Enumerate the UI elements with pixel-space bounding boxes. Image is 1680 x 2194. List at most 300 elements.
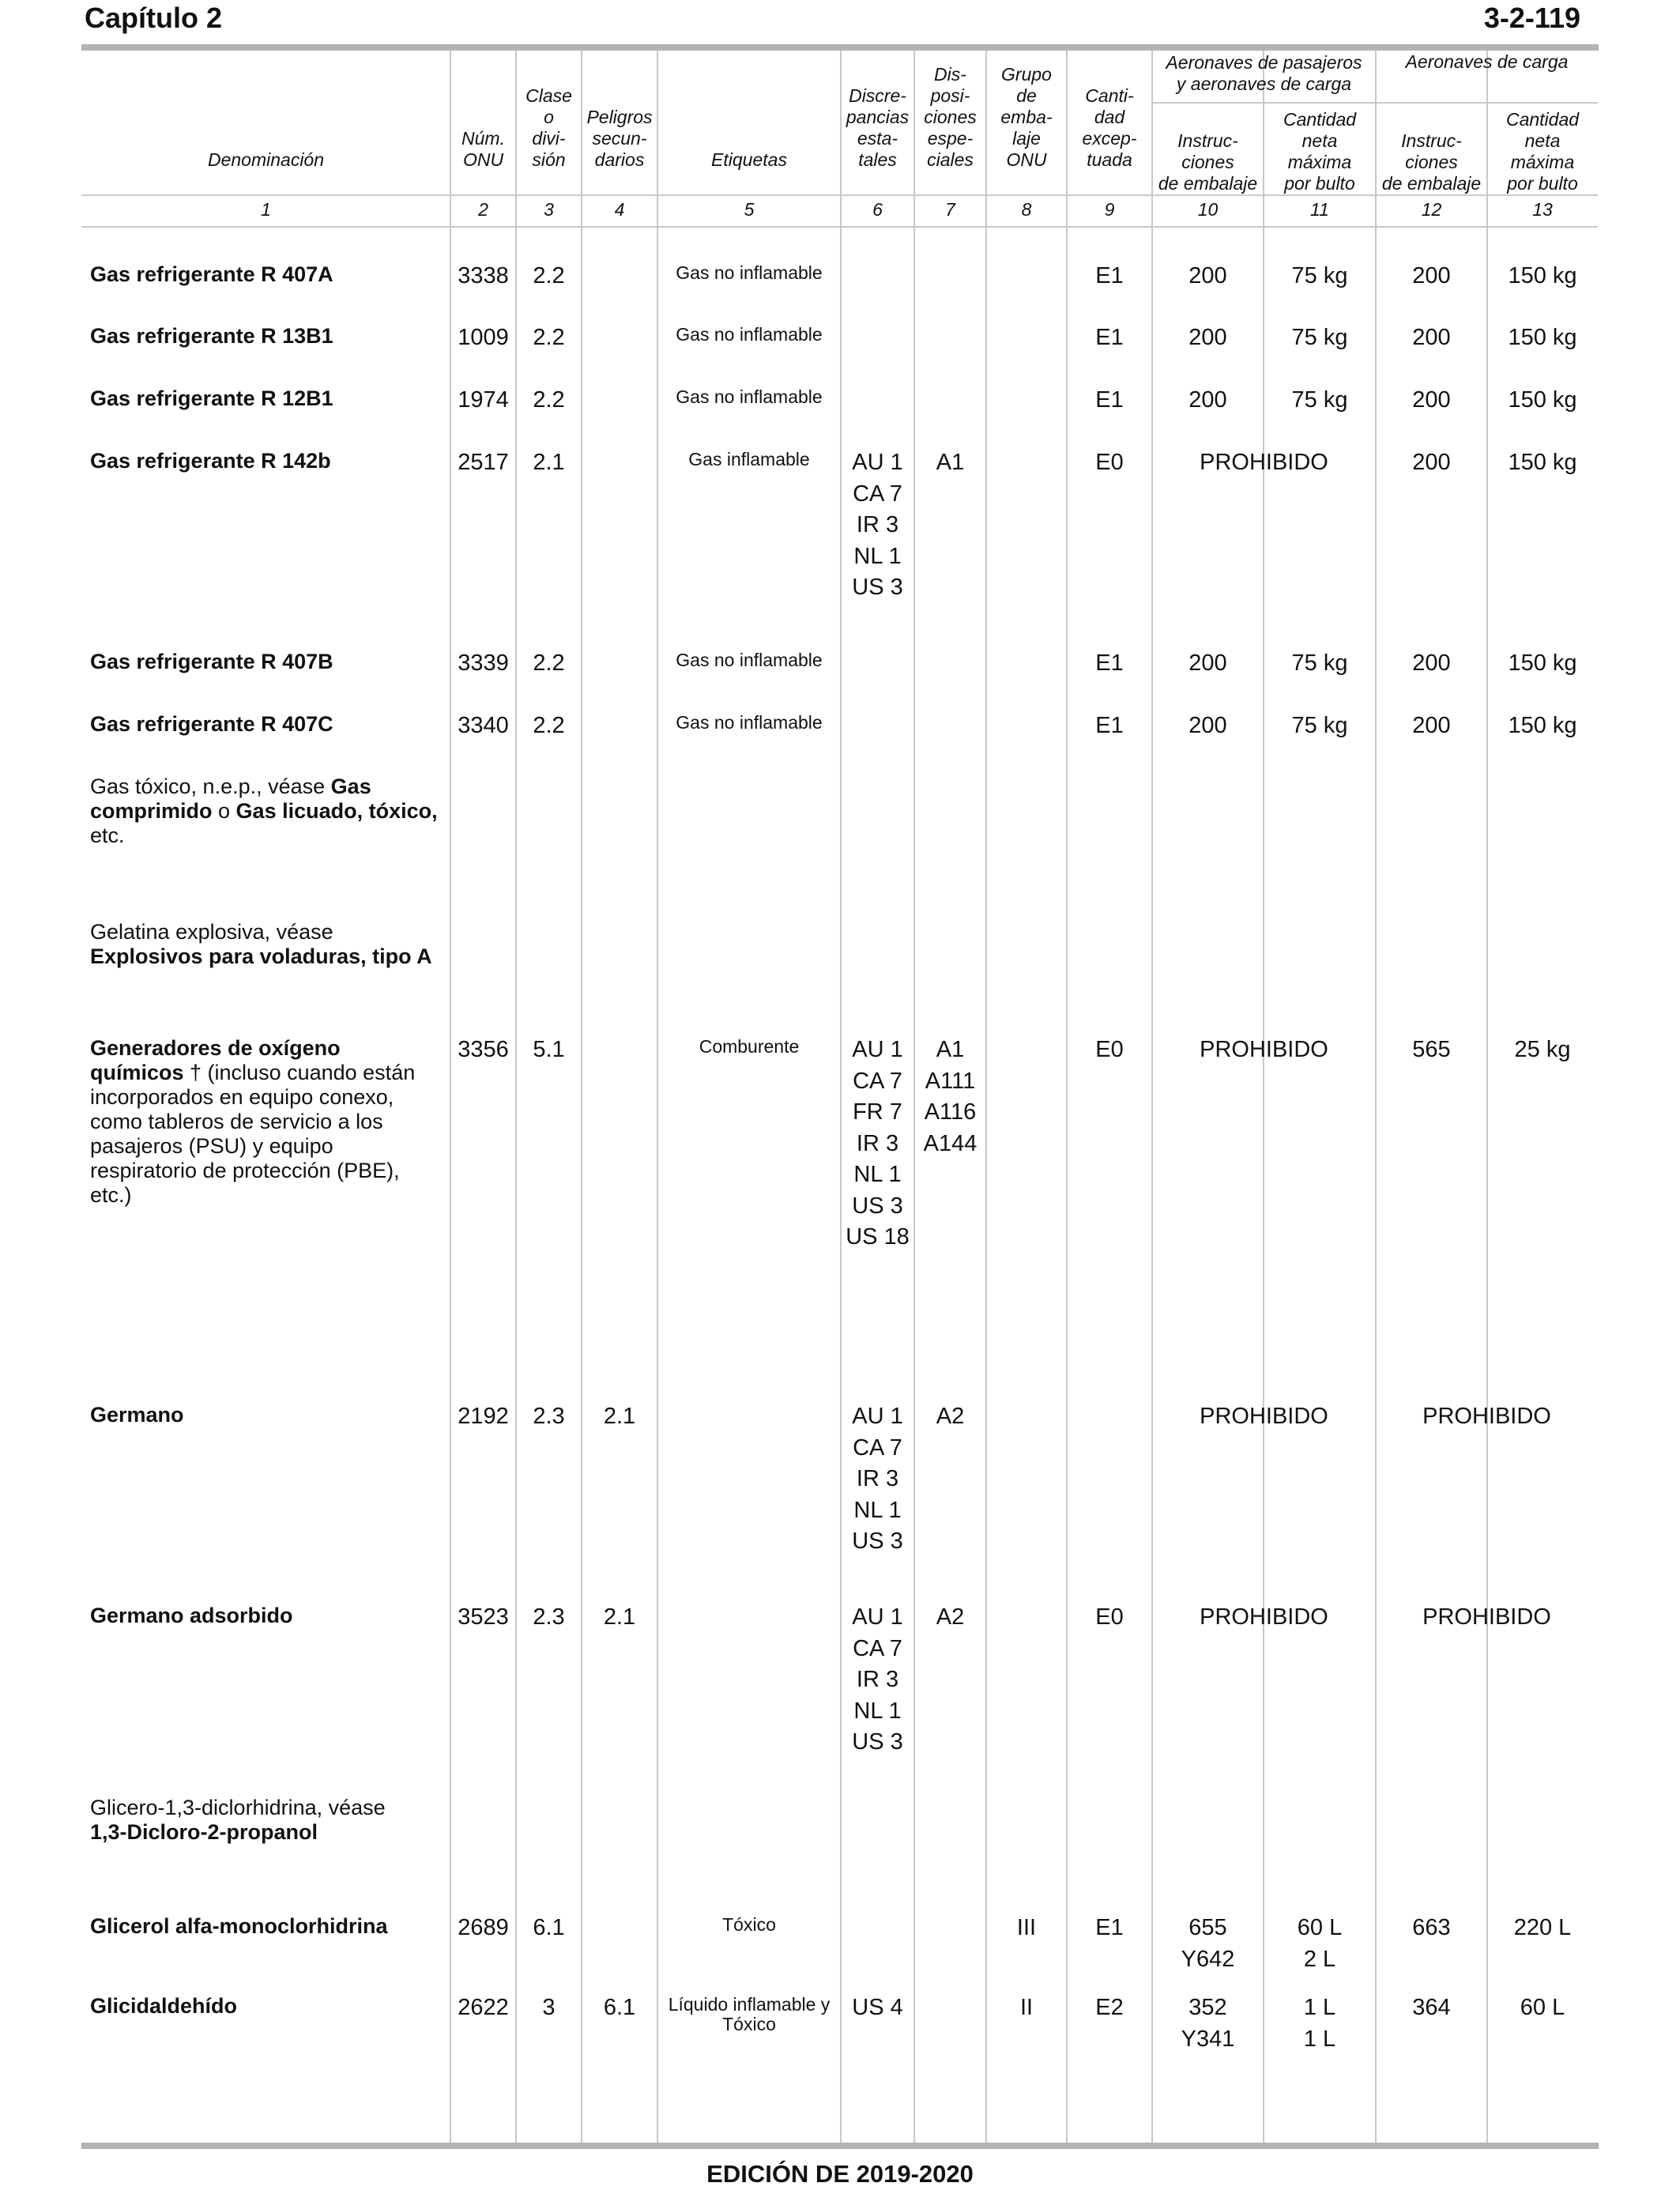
excepted-quantity	[1067, 648, 1152, 680]
cargo-packing-instruction	[1376, 447, 1487, 479]
column-divider	[1151, 51, 1153, 2143]
cargo-max-quantity	[1487, 648, 1598, 680]
entry-name: Gas refrigerante R 12B1	[90, 386, 333, 410]
un-number-value: 3338	[458, 263, 509, 288]
state-variations	[841, 1992, 914, 2024]
excepted-quantity	[1067, 385, 1152, 417]
cargo-packing-instruction	[1376, 711, 1487, 742]
header-num-onu	[450, 128, 516, 171]
header-instrucciones-carga-line: ciones	[1405, 152, 1458, 172]
excepted-quantity	[1067, 1992, 1152, 2024]
special-provisions	[914, 1035, 986, 1159]
entry-name: Generadores de oxígeno químicos † (incluso cuando están incorporados en equipo conexo, como tableros de servicio a los pasajeros (PSU) y equipo respiratorio de protección (PBE), etc.)	[90, 1036, 416, 1207]
class-division	[516, 1035, 582, 1066]
cargo-max-quantity	[1487, 322, 1598, 354]
column-number-rule	[81, 226, 1598, 228]
subsidiary-hazard	[582, 1401, 657, 1433]
class-division-value: 2.2	[533, 387, 565, 413]
state-variations-value: FR 7	[853, 1099, 902, 1125]
state-variations-value: NL 1	[853, 1698, 902, 1724]
class-division	[516, 322, 582, 354]
pax-prohibited: PROHIBIDO	[1200, 1404, 1328, 1429]
column-divider	[657, 51, 658, 2143]
cargo-packing-instruction-value: 565	[1412, 1037, 1451, 1062]
entry-name: Germano adsorbido	[90, 1604, 293, 1627]
header-grupo-embalaje	[986, 64, 1067, 171]
un-number-value: 2192	[458, 1404, 509, 1429]
cargo-max-quantity	[1487, 1913, 1598, 1944]
column-divider	[1486, 51, 1488, 2143]
class-division-value: 2.2	[533, 325, 565, 350]
pax-packing-instruction	[1152, 322, 1264, 354]
packing-group-value: III	[1016, 1915, 1037, 1940]
cargo-packing-instruction-value: 200	[1412, 650, 1451, 676]
excepted-quantity	[1067, 1035, 1152, 1066]
class-division-value: 2.3	[533, 1604, 565, 1630]
cargo-packing-instruction	[1376, 261, 1487, 292]
state-variations-value: AU 1	[852, 1604, 903, 1630]
un-number	[450, 711, 516, 742]
excepted-quantity-value: E1	[1095, 713, 1124, 738]
column-divider	[450, 51, 451, 2143]
header-clase-line: Clase	[525, 85, 572, 106]
class-division	[516, 648, 582, 680]
state-variations-value: IR 3	[856, 512, 899, 537]
pax-max-quantity-value: 1 L	[1303, 1995, 1336, 2020]
column-divider	[1263, 51, 1264, 2143]
chapter-title: Capítulo 2	[85, 2, 223, 34]
header-cantidad-carga-line: máxima	[1510, 152, 1575, 172]
cargo-max-quantity-value: 25 kg	[1514, 1037, 1571, 1062]
pax-max-quantity	[1264, 1913, 1376, 1975]
special-provisions-value: A2	[936, 1604, 965, 1630]
state-variations-value: AU 1	[852, 1037, 903, 1062]
un-number	[450, 447, 516, 479]
special-provisions-value: A2	[936, 1404, 965, 1429]
state-variations-value: US 18	[846, 1224, 910, 1250]
state-variations-value: IR 3	[856, 1130, 899, 1156]
header-cantidad-pax-line: Cantidad	[1283, 109, 1357, 130]
state-variations-value: IR 3	[856, 1466, 899, 1491]
cargo-max-quantity-value: 150 kg	[1508, 450, 1577, 475]
header-cantidad-pax-line: máxima	[1287, 152, 1352, 172]
entry-name: Germano	[90, 1403, 184, 1427]
special-provisions-value: A116	[924, 1099, 977, 1125]
un-number	[450, 261, 516, 292]
header-cantidad-exceptuada	[1067, 85, 1152, 171]
special-provisions-value: A144	[923, 1130, 977, 1156]
pax-packing-instruction	[1152, 261, 1264, 292]
un-number-value: 2689	[458, 1915, 509, 1940]
hazard-label: Gas no inflamable	[676, 324, 823, 345]
un-number	[450, 1602, 516, 1634]
cargo-packing-instruction	[1376, 648, 1487, 680]
pax-prohibited: PROHIBIDO	[1200, 450, 1328, 475]
state-variations	[841, 1035, 914, 1253]
un-number	[450, 1401, 516, 1433]
state-variations-value: US 4	[852, 1995, 903, 2020]
pax-packing-instruction-value: 200	[1188, 387, 1227, 413]
header-discrepancias-line: pancias	[846, 107, 910, 127]
header-disposiciones	[914, 64, 986, 171]
column-number: 3	[544, 199, 554, 220]
subsidiary-hazard	[582, 1992, 657, 2024]
excepted-quantity-value: E1	[1095, 263, 1124, 288]
header-discrepancias-line: esta-	[857, 128, 898, 149]
column-number: 12	[1421, 199, 1442, 220]
header-clase-line: divi-	[532, 128, 566, 149]
header-rule	[81, 194, 1598, 196]
cargo-packing-instruction	[1376, 1035, 1487, 1066]
pax-max-quantity	[1264, 648, 1376, 680]
header-num-onu-line: Núm.	[461, 128, 505, 149]
column-number: 1	[261, 199, 271, 220]
un-number	[450, 648, 516, 680]
cargo-max-quantity-value: 220 L	[1513, 1915, 1572, 1940]
top-rule	[81, 44, 1599, 51]
pax-packing-instruction-value: Y341	[1181, 2026, 1235, 2052]
excepted-quantity	[1067, 261, 1152, 292]
cargo-packing-instruction	[1376, 385, 1487, 417]
un-number	[450, 1992, 516, 2024]
pax-packing-instruction-value: 655	[1188, 1915, 1227, 1940]
header-clase	[516, 85, 582, 171]
un-number-value: 2622	[458, 1995, 509, 2020]
pax-max-quantity-value: 75 kg	[1291, 650, 1348, 676]
cargo-max-quantity-value: 150 kg	[1508, 713, 1577, 738]
excepted-quantity	[1067, 322, 1152, 354]
entry-name: Gas refrigerante R 142b	[90, 449, 331, 473]
hazard-label: Tóxico	[722, 1914, 776, 1935]
un-number-value: 3339	[458, 650, 509, 676]
header-peligros-line: darios	[594, 149, 645, 170]
header-cantidad-carga-line: por bulto	[1507, 173, 1578, 194]
subsidiary-hazard	[582, 1602, 657, 1634]
hazard-label: Gas no inflamable	[676, 262, 823, 283]
header-discrepancias-line: tales	[858, 149, 897, 170]
special-provisions	[914, 1602, 986, 1634]
class-division	[516, 1992, 582, 2024]
cargo-prohibited: PROHIBIDO	[1422, 1604, 1551, 1630]
class-division	[516, 261, 582, 292]
class-division	[516, 711, 582, 742]
un-number-value: 2517	[458, 450, 509, 475]
header-group-carga-line: Aeronaves de carga	[1405, 51, 1569, 72]
header-group-pasajeros	[1152, 52, 1376, 95]
pax-packing-instruction	[1152, 1992, 1264, 2055]
pax-max-quantity	[1264, 1992, 1376, 2055]
header-cantidad-carga-line: neta	[1524, 130, 1561, 151]
excepted-quantity	[1067, 447, 1152, 479]
excepted-quantity-value: E1	[1095, 1915, 1124, 1940]
hazard-label: Gas no inflamable	[676, 386, 823, 407]
header-clase-line: o	[544, 107, 554, 127]
header-cantidad-exceptuada-line: excep-	[1082, 128, 1137, 149]
excepted-quantity-value: E1	[1095, 650, 1124, 676]
cargo-max-quantity	[1487, 385, 1598, 417]
cargo-packing-instruction-value: 200	[1412, 713, 1451, 738]
pax-packing-instruction	[1152, 385, 1264, 417]
header-etiquetas-line: Etiquetas	[711, 149, 787, 170]
header-denominacion-line: Denominación	[207, 149, 325, 170]
header-grupo-embalaje-line: Grupo	[1001, 64, 1052, 85]
subsidiary-hazard-value: 2.1	[603, 1604, 636, 1630]
pax-packing-instruction-value: 200	[1188, 650, 1227, 676]
cargo-max-quantity-value: 150 kg	[1508, 387, 1577, 413]
excepted-quantity-value: E1	[1095, 325, 1124, 350]
column-number: 2	[478, 199, 488, 220]
state-variations-value: NL 1	[853, 1162, 902, 1187]
cargo-prohibited: PROHIBIDO	[1422, 1404, 1551, 1429]
pax-max-quantity-value: 75 kg	[1291, 713, 1348, 738]
header-discrepancias	[841, 85, 914, 171]
class-division-value: 2.2	[533, 263, 565, 288]
state-variations-value: IR 3	[856, 1667, 899, 1692]
class-division-value: 5.1	[533, 1037, 565, 1062]
special-provisions-value: A1	[936, 1037, 965, 1062]
header-cantidad-carga-line: Cantidad	[1505, 109, 1580, 130]
subsidiary-hazard-value: 6.1	[603, 1995, 636, 2020]
class-division-value: 2.2	[533, 713, 565, 738]
pax-max-quantity-value: 2 L	[1303, 1946, 1336, 1972]
header-group-carga	[1376, 51, 1598, 73]
entry-name: Glicerol alfa-monoclorhidrina	[90, 1914, 388, 1938]
pax-packing-instruction-value: Y642	[1181, 1946, 1235, 1972]
un-number-value: 1974	[458, 387, 509, 413]
column-number: 6	[872, 199, 883, 220]
state-variations-value: CA 7	[853, 1068, 902, 1094]
hazard-label: Gas no inflamable	[676, 712, 823, 733]
cargo-packing-instruction	[1376, 1913, 1487, 1944]
column-number: 4	[614, 199, 625, 220]
cargo-max-quantity-value: 150 kg	[1508, 325, 1577, 350]
header-instrucciones-pax-line: ciones	[1181, 152, 1234, 172]
excepted-quantity-value: E0	[1095, 1604, 1124, 1630]
pax-packing-instruction-value: 352	[1188, 1995, 1227, 2020]
column-number: 8	[1021, 199, 1032, 220]
hazard-label: Comburente	[699, 1036, 800, 1057]
pax-prohibited: PROHIBIDO	[1200, 1604, 1328, 1630]
pax-max-quantity	[1264, 322, 1376, 354]
pax-max-quantity-value: 75 kg	[1291, 325, 1348, 350]
header-cantidad-exceptuada-line: Canti-	[1085, 85, 1134, 106]
header-peligros	[582, 107, 657, 171]
un-number	[450, 322, 516, 354]
class-division-value: 2.1	[533, 450, 565, 475]
header-instrucciones-carga-line: de embalaje	[1381, 173, 1482, 194]
special-provisions	[914, 447, 986, 479]
excepted-quantity-value: E0	[1095, 1037, 1124, 1062]
column-number: 13	[1532, 199, 1553, 220]
class-division-value: 2.3	[533, 1404, 565, 1429]
state-variations-value: US 3	[852, 575, 903, 600]
cargo-packing-instruction	[1376, 322, 1487, 354]
class-division	[516, 1401, 582, 1433]
cargo-packing-instruction	[1376, 1992, 1487, 2024]
column-divider	[515, 51, 517, 2143]
state-variations-value: AU 1	[852, 1404, 903, 1429]
header-peligros-line: Peligros	[586, 107, 653, 127]
header-peligros-line: secun-	[592, 128, 647, 149]
header-grupo-embalaje-line: de	[1016, 85, 1037, 106]
state-variations	[841, 1602, 914, 1759]
pax-packing-instruction	[1152, 711, 1264, 742]
header-cantidad-pax-line: por bulto	[1284, 173, 1355, 194]
state-variations	[841, 447, 914, 604]
excepted-quantity-value: E1	[1095, 387, 1124, 413]
un-number-value: 3356	[458, 1037, 509, 1062]
header-instrucciones-pax-line: de embalaje	[1158, 173, 1258, 194]
header-disposiciones-line: espe-	[927, 128, 974, 149]
header-group-pasajeros-line: Aeronaves de pasajeros	[1166, 52, 1362, 73]
group-rule	[1152, 102, 1598, 104]
state-variations-value: AU 1	[852, 450, 903, 475]
header-grupo-embalaje-line: ONU	[1006, 149, 1047, 170]
cargo-max-quantity-value: 60 L	[1520, 1995, 1565, 2020]
cargo-max-quantity	[1487, 1035, 1598, 1066]
cargo-max-quantity-value: 150 kg	[1508, 263, 1577, 288]
class-division	[516, 1602, 582, 1634]
state-variations-value: NL 1	[853, 1497, 902, 1523]
state-variations-value: US 3	[852, 1193, 903, 1219]
cargo-packing-instruction-value: 364	[1412, 1995, 1451, 2020]
pax-max-quantity	[1264, 385, 1376, 417]
class-division	[516, 1913, 582, 1944]
excepted-quantity	[1067, 1913, 1152, 1944]
entry-name: Gas refrigerante R 407A	[90, 262, 333, 286]
header-group-pasajeros-line: y aeronaves de carga	[1176, 74, 1352, 94]
entry-name: Gelatina explosiva, véase Explosivos para voladuras, tipo A	[90, 920, 432, 968]
pax-packing-instruction-value: 200	[1188, 325, 1227, 350]
class-division-value: 6.1	[533, 1915, 565, 1940]
state-variations-value: US 3	[852, 1729, 903, 1755]
state-variations-value: US 3	[852, 1529, 903, 1554]
pax-max-quantity	[1264, 711, 1376, 742]
header-cantidad-exceptuada-line: dad	[1094, 107, 1125, 127]
entry-name: Glicidaldehído	[90, 1994, 238, 2018]
header-cantidad-carga	[1487, 109, 1598, 194]
entry-name: Gas refrigerante R 13B1	[90, 324, 333, 348]
pax-max-quantity-value: 1 L	[1303, 2026, 1336, 2052]
class-division-value: 2.2	[533, 650, 565, 676]
class-division	[516, 385, 582, 417]
pax-max-quantity-value: 75 kg	[1291, 263, 1348, 288]
cargo-packing-instruction-value: 200	[1412, 387, 1451, 413]
column-number: 10	[1197, 199, 1219, 220]
edition-footer: EDICIÓN DE 2019-2020	[706, 2160, 974, 2188]
pax-packing-instruction-value: 200	[1188, 263, 1227, 288]
special-provisions-value: A111	[925, 1068, 976, 1094]
column-number: 11	[1310, 199, 1329, 220]
column-divider	[581, 51, 582, 2143]
entry-name: Gas tóxico, n.e.p., véase Gas comprimido o Gas licuado, tóxico, etc.	[90, 775, 438, 847]
un-number	[450, 1035, 516, 1066]
state-variations-value: CA 7	[853, 1635, 902, 1661]
packing-group	[986, 1913, 1067, 1944]
header-disposiciones-line: ciales	[927, 149, 974, 170]
pax-packing-instruction	[1152, 648, 1264, 680]
column-divider	[1066, 51, 1068, 2143]
cargo-max-quantity	[1487, 1992, 1598, 2024]
hazard-label: Gas inflamable	[688, 449, 810, 469]
pax-max-quantity-value: 60 L	[1297, 1915, 1343, 1940]
cargo-max-quantity	[1487, 447, 1598, 479]
header-clase-line: sión	[532, 149, 566, 170]
cargo-packing-instruction-value: 200	[1412, 450, 1451, 475]
header-discrepancias-line: Discre-	[849, 85, 906, 106]
header-etiquetas	[657, 149, 841, 171]
class-division-value: 3	[542, 1995, 556, 2020]
hazard-label: Líquido inflamable y Tóxico	[668, 1994, 831, 2034]
entry-name: Glicero-1,3-diclorhidrina, véase 1,3-Dicloro-2-propanol	[90, 1796, 386, 1844]
pax-packing-instruction-value: 200	[1188, 713, 1227, 738]
header-disposiciones-line: ciones	[924, 107, 977, 127]
excepted-quantity-value: E2	[1095, 1995, 1124, 2020]
un-number-value: 3340	[458, 713, 509, 738]
header-cantidad-exceptuada-line: tuada	[1087, 149, 1132, 170]
cargo-packing-instruction-value: 200	[1412, 325, 1451, 350]
hazard-label: Gas no inflamable	[676, 650, 823, 670]
header-grupo-embalaje-line: laje	[1012, 128, 1041, 149]
un-number	[450, 1913, 516, 1944]
entry-name: Gas refrigerante R 407B	[90, 650, 333, 673]
cargo-max-quantity	[1487, 261, 1598, 292]
excepted-quantity-value: E0	[1095, 450, 1124, 475]
pax-max-quantity-value: 75 kg	[1291, 387, 1348, 413]
column-number: 9	[1104, 199, 1115, 220]
pax-prohibited: PROHIBIDO	[1200, 1037, 1328, 1062]
header-disposiciones-line: posi-	[930, 85, 970, 106]
un-number	[450, 385, 516, 417]
pax-packing-instruction	[1152, 1913, 1264, 1975]
header-num-onu-line: ONU	[462, 149, 504, 170]
cargo-packing-instruction-value: 663	[1412, 1915, 1451, 1940]
state-variations	[841, 1401, 914, 1558]
class-division	[516, 447, 582, 479]
special-provisions	[914, 1401, 986, 1433]
header-instrucciones-carga	[1376, 130, 1487, 194]
packing-group	[986, 1992, 1067, 2024]
state-variations-value: CA 7	[853, 481, 902, 507]
excepted-quantity	[1067, 1602, 1152, 1634]
header-denominacion	[81, 149, 450, 171]
header-instrucciones-pax-line: Instruc-	[1177, 130, 1238, 151]
bottom-rule	[81, 2143, 1599, 2149]
header-instrucciones-pax	[1152, 130, 1264, 194]
special-provisions-value: A1	[936, 450, 965, 475]
cargo-max-quantity	[1487, 711, 1598, 742]
cargo-max-quantity-value: 150 kg	[1508, 650, 1577, 676]
header-cantidad-pax-line: neta	[1301, 130, 1338, 151]
header-cantidad-pax	[1264, 109, 1376, 194]
header-disposiciones-line: Dis-	[934, 64, 966, 85]
state-variations-value: CA 7	[853, 1434, 902, 1461]
packing-group-value: II	[1019, 1995, 1034, 2020]
header-instrucciones-carga-line: Instruc-	[1401, 130, 1462, 151]
column-number: 7	[945, 199, 955, 220]
un-number-value: 1009	[458, 325, 509, 350]
state-variations-value: NL 1	[853, 543, 902, 569]
un-number-value: 3523	[458, 1604, 509, 1630]
column-divider	[1375, 51, 1377, 2143]
page-number: 3-2-119	[1483, 2, 1580, 34]
header-grupo-embalaje-line: emba-	[1000, 107, 1053, 127]
excepted-quantity	[1067, 711, 1152, 742]
column-number: 5	[744, 199, 755, 220]
cargo-packing-instruction-value: 200	[1412, 263, 1451, 288]
entry-name: Gas refrigerante R 407C	[90, 712, 333, 736]
pax-max-quantity	[1264, 261, 1376, 292]
